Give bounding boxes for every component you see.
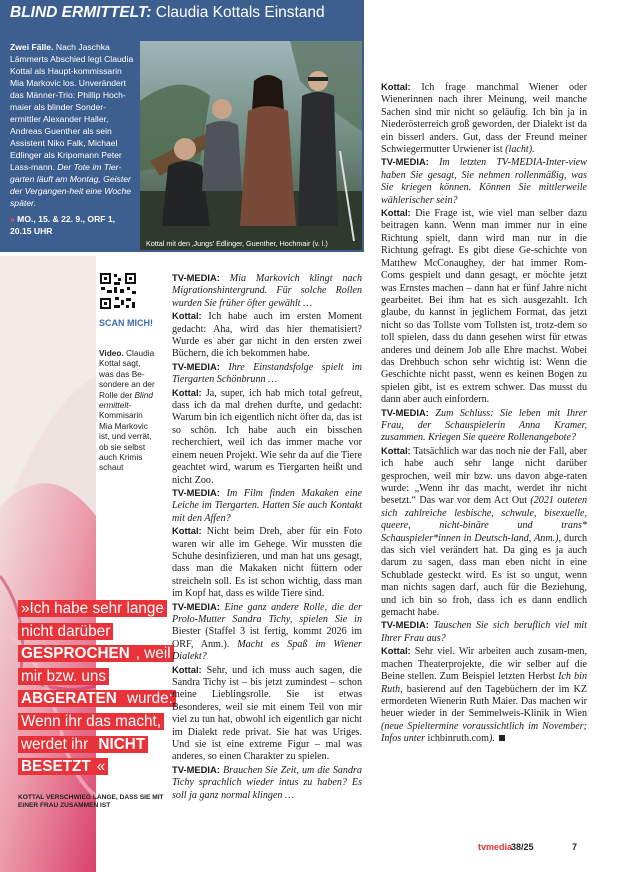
scan-label: SCAN MICH!	[99, 318, 153, 328]
tvm-label: TV-MEDIA:	[172, 486, 220, 498]
question	[172, 601, 362, 664]
kottal-label: Kottal:	[172, 310, 202, 322]
answer-text: Tatsächlich war das noch nie der Fall, aber ich habe auch sehr lange nicht darüber gesprochen, weil mir bzw. uns davon abge-raten wurde: „Wenn ihr das macht, werdet ihr nicht besetzt.“ Das war vor dem Act Out	[381, 445, 587, 507]
cast-photo	[140, 41, 362, 250]
box-text-body: Nach Jaschka Lämmerts Abschied legt Claudia Kottal als Haupt-kommissarin Mia Markovic los. Unverändert das Männer-Trio: Phillip Hoch-maier als blinder Sonder-ermittler Alexander Haller, Andreas Guenther als sein Assistent Niko Falk, Michael Edlinger als Kripomann Peter Lass-mann.	[10, 42, 134, 172]
answer-italic: (neue Spieltermine voraussichtlich im November; Infos unter	[381, 720, 587, 745]
question	[172, 272, 362, 310]
portrait-photo	[0, 256, 96, 872]
article-column-2	[381, 81, 587, 746]
tvm-label: TV-MEDIA:	[172, 763, 220, 775]
question	[381, 156, 587, 207]
kottal-label: Kottal:	[381, 207, 411, 219]
answer-text: Sehr viel. Wir arbeiten auch zusam-men, machen Theaterprojekte, die wir selber auf die Beine stellen. Zum Beispiel letzten Herbst	[381, 646, 587, 683]
question	[172, 487, 362, 525]
quote-part: »Ich habe sehr lange nicht darüber	[18, 600, 167, 640]
kottal-label: Kottal:	[381, 444, 411, 456]
answer-text: Die Frage ist, wie viel man selber dazu beitragen kann. Wenn man immer nur in eine Richtung spielt, dann wird man nur in die Richtung gefragt. Es gibt diese Ge-schichte von Matthew McConaughey, der hat immer Rom-Coms gespielt und dann gesagt, er möchte jetzt was Ernstes machen – dann hat er fünf Jahre nicht gearbeitet. Bei ihm hat es sich ausgezahlt. Ich glaube, du kannst in jeglichem Format, das jetzt nicht so das Tollste vom Tollsten ist, trotz-dem so toll spielen, dass du dann gesehen wirst für etwas anderes und deinem Job alle Ehre machst. Wobei das Drehbuch schon sehr wichtig ist: Wenn die Geschichte nicht passt, wenn es keinen Bogen zu spielen gibt, ist es extrem schwer. Das musst du dann aber auch einfordern.	[381, 208, 587, 406]
answer-text: Nicht beim Dreh, aber für ein Foto waren wir alle im Gehege. Wir mussten die Schuhe desinfizieren, und man hat uns gesagt, dass man die Makaken nicht füttern oder streicheln soll. Es ist schon wichtig, dass man im Kopf hat, dass es wilde Tiere sind.	[172, 526, 362, 600]
video-italic: Blind ermittelt-	[99, 389, 153, 411]
question	[381, 619, 587, 645]
tvm-label: TV-MEDIA:	[172, 272, 220, 283]
question-text: Macht es Spaß im Wiener Dialekt?	[172, 638, 362, 663]
quote-part-bold: ABGERATEN	[18, 690, 120, 707]
question-text: Brauchen Sie Zeit, um die Sandra Tichy sprachlich wieder intus zu haben? Es soll ja ganz normal klingen …	[172, 764, 362, 801]
answer	[381, 445, 587, 620]
answer-text: Ich habe auch im ersten Moment gedacht: Aha, wird das hier thematisiert? Wurde es aber gar nicht in den ersten zwei Büchern, die ich bekommen habe.	[172, 311, 362, 360]
tvm-label: TV-MEDIA:	[381, 156, 429, 168]
question-text: Ihre Einstandsfolge spielt im Tiergarten Schönbrunn …	[172, 361, 362, 386]
quote-part-bold: NICHT BESETZT	[18, 736, 148, 776]
kottal-label: Kottal:	[381, 645, 411, 657]
box-title-bold: BLIND ERMITTELT:	[10, 4, 152, 21]
tvm-label: TV-MEDIA:	[381, 406, 429, 418]
article-column-1	[172, 272, 362, 802]
box-title-rest: Claudia Kottals Einstand	[151, 4, 325, 21]
kottal-label: Kottal:	[381, 81, 411, 92]
quote-caption: KOTTAL VERSCHWIEG LANGE, DASS SIE MIT EINER FRAU ZUSAMMEN IST	[18, 794, 164, 809]
answer	[381, 81, 587, 156]
video-text: Claudia Kottal sagt, was das Be-sondere an der Rolle der	[99, 348, 155, 400]
qr-code[interactable]	[99, 272, 137, 310]
page-number: 7	[572, 842, 578, 852]
answer	[172, 310, 362, 361]
question-text: Im Film finden Makaken eine Leiche im Tiergarten. Hatten Sie auch Kontakt mit den Affen?	[172, 487, 362, 524]
answer-text: Ja, super, ich hab mich total gefreut, dass ich da mal drehen durfte, und gedacht: Warum bin ich eigentlich nicht öfter da, das ist so schön. Ich habe auch ein bisschen recherchiert, weil ich das immer mache vor einem neuen Projekt. Wie sehr da auf die Tiere geachtet wird, warum es Tiergarten heißt und nicht Zoo.	[172, 387, 362, 486]
answer-text: , basierend auf den Tagebüchern der im KZ ermordeten Wienerin Ruth Maier. Das machen wir heuer wieder in der Semmelweis-Klinik in Wien	[381, 683, 587, 720]
box-text-italic: Der Tote im Tier-garten läuft am Montag, Geister der Vergangen-heit eine Woche später.	[10, 162, 132, 208]
answer-text: Ich frage manchmal Wiener oder Wienerinnen nach ihrer Meinung, weil manche Sachen sind mir nicht so geläufig. Ich bin ja in Niederösterreich groß geworden, der Dialekt ist da ein bisserl anders. Gut, dass der Freund meiner Schwiegermutter Urwiener ist	[381, 82, 587, 156]
answer	[172, 664, 362, 764]
question-text: Im letzten TV-MEDIA-Inter-view haben Sie gesagt, Sie nehmen rollenmäßig, was Sie kriegen können. Können Sie mittlerweile wählerischer sein?	[381, 157, 587, 206]
issue-number: 38/25	[511, 842, 534, 852]
end-square-icon	[499, 735, 505, 741]
question-text: Tauschen Sie sich beruflich viel mit Ihrer Frau aus?	[381, 620, 587, 644]
question	[172, 764, 362, 802]
arrow-icon: »	[10, 214, 15, 224]
video-lead: Video.	[99, 348, 124, 358]
tvm-label: TV-MEDIA:	[172, 600, 220, 612]
quote-part: «	[94, 758, 109, 775]
kottal-label: Kottal:	[172, 663, 202, 675]
answer-text: Sehr, und ich muss auch sagen, die Sandra Tichy ist – bis jetzt zumindest – schon meine Lieblingsrolle. Sie ist etwas Besonderes, weil sie mit einem Teil von mir viel zu tun hat, obwohl ich eigentlich gar nicht im Dialekt rede privat. Sie hat was Uriges. Und sie ist eine extreme Figur – mal was anderes, so einen Charakter zu spielen.	[172, 664, 362, 763]
box-text	[10, 41, 136, 237]
kottal-label: Kottal:	[172, 386, 202, 398]
website-link[interactable]: ichbinruth.com	[425, 733, 489, 745]
quote-part: wurde: Wenn ihr das macht, werdet ihr	[18, 690, 176, 752]
question-text: Mia Markovich klingt nach Migrationshintergrund. Für solche Rollen wurden Sie früher öfter gewählt …	[172, 273, 362, 309]
answer	[381, 645, 587, 745]
question	[381, 407, 587, 445]
question-text-roman: Biester (Staffel 3 ist fertig, kommt 2026 im ORF, Anm.).	[172, 626, 362, 650]
box-title	[10, 4, 360, 22]
question-text: Eine ganz andere Rolle, die der Prolo-Mutter Sandra Tichy, spielen Sie in	[172, 601, 362, 625]
photo-caption: Kottal mit den ‚Jungs' Edlinger, Guenther, Hochmair (v. l.)	[146, 239, 328, 248]
answer	[172, 387, 362, 487]
answer-text: , durch das sich viel verändert hat. Da ging es ja auch darum zu sagen, dass man eben nicht in eine Schublade gesteckt wird. Es ist so ungut, wenn man nichts sagen darf, auch für die Beziehung, und ich bin so froh, dass ich es dann endlich gemacht habe.	[381, 532, 587, 619]
answer	[381, 207, 587, 407]
info-box	[0, 0, 364, 252]
question-text: Zum Schluss: Sie leben mit Ihrer Frau, der Schauspielerin Anna Kramer, zusammen. Kriegen Sie queere Rollenangebote?	[381, 407, 587, 444]
kottal-label: Kottal:	[172, 525, 202, 537]
box-text-lead: Zwei Fälle.	[10, 42, 54, 52]
pull-quote	[18, 598, 173, 779]
tvm-label: TV-MEDIA:	[381, 619, 429, 631]
airing-info	[10, 213, 136, 237]
answer-italic: Ich bin Ruth	[381, 671, 587, 695]
answer-italic: ).	[488, 733, 495, 745]
answer	[172, 525, 362, 600]
quote-part-bold: GESPROCHEN	[18, 645, 133, 662]
question	[172, 361, 362, 387]
magazine-logo: tvmedia	[478, 842, 513, 852]
video-text-2: Kommisarin Mia Markovic ist, und verrät, ob sie selbst auch Krimis schaut	[99, 410, 152, 473]
answer-italic: (2021 outeten sich zahlreiche lesbische, schwule, bisexuelle, queere, nicht-binäre und trans* Schauspieler*innen in Deutsch-land, Anm.)	[381, 495, 587, 544]
airing-text: MO., 15. & 22. 9., ORF 1, 20.15 UHR	[10, 214, 116, 236]
video-caption	[99, 348, 157, 473]
answer-italic: (lacht).	[502, 144, 535, 156]
tvm-label: TV-MEDIA:	[172, 360, 220, 372]
quote-part: , weil mir bzw. uns	[18, 645, 174, 685]
